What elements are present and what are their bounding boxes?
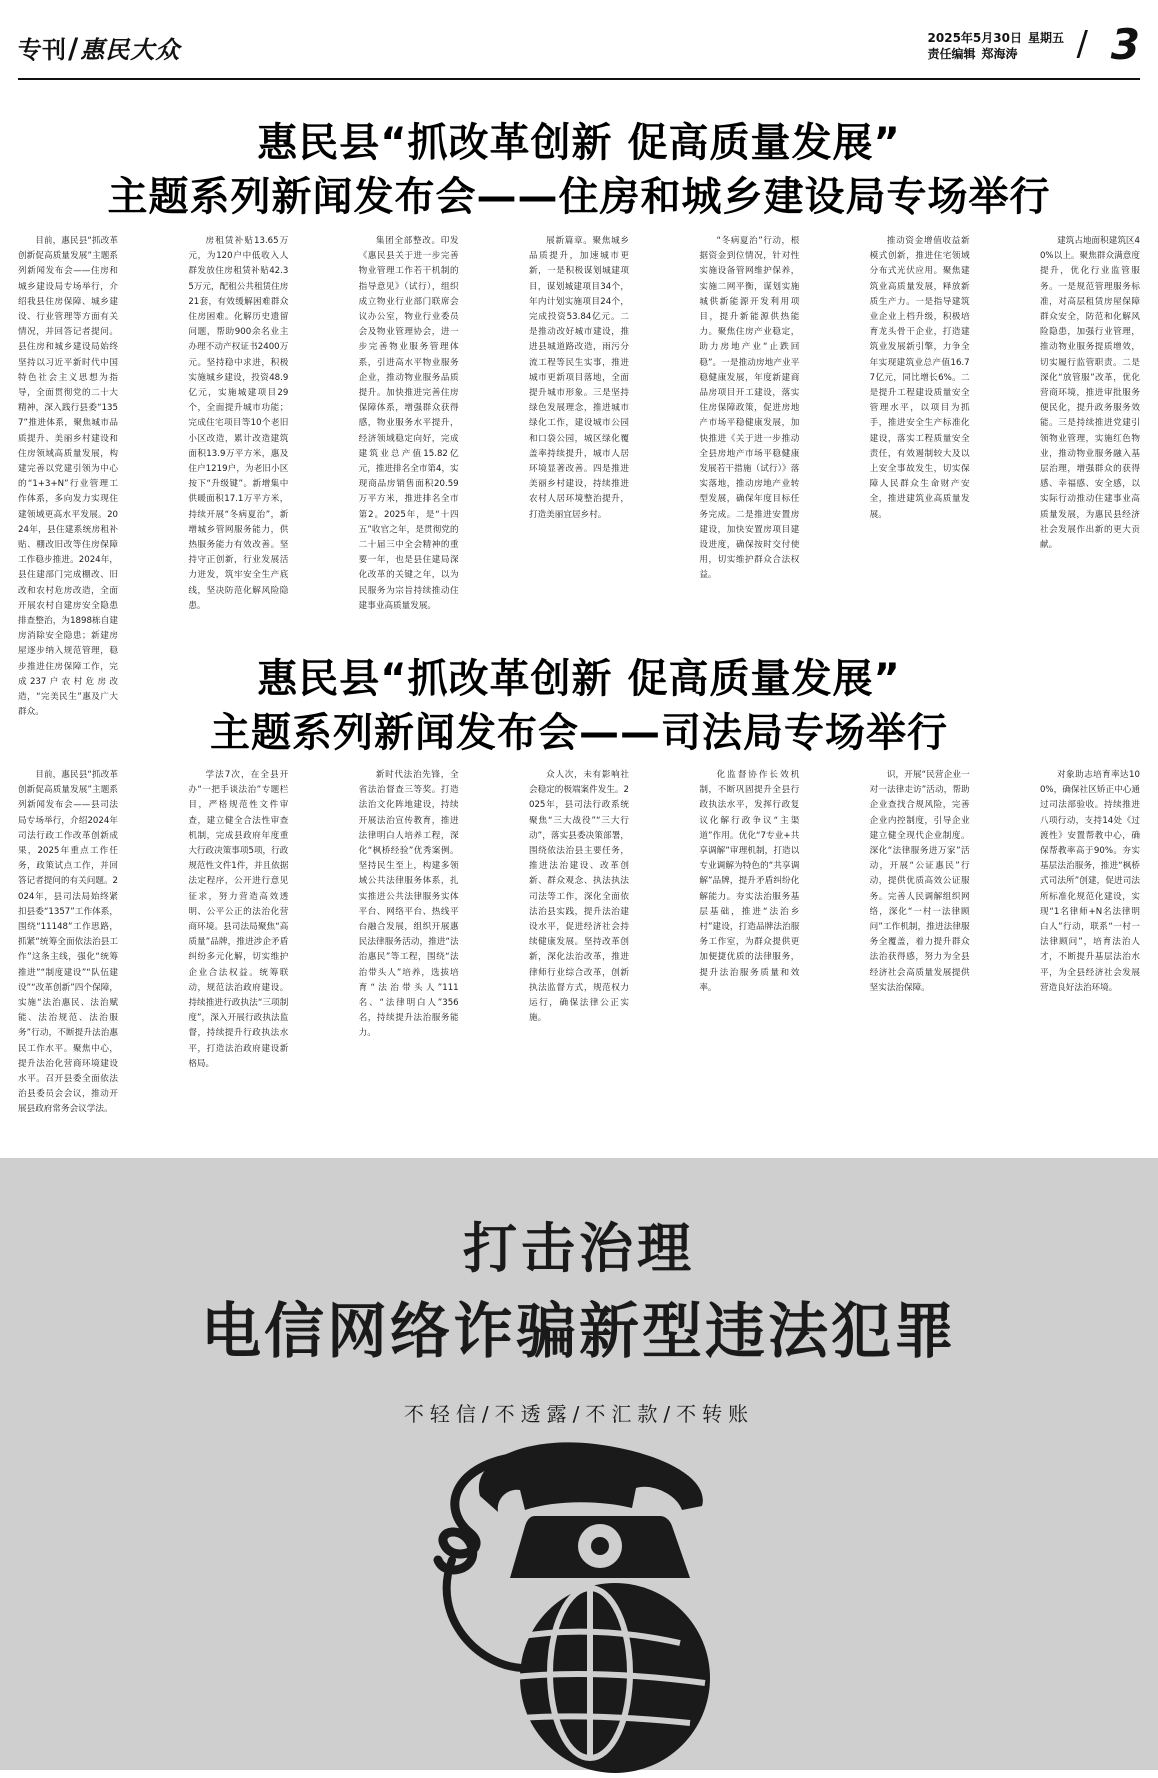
section-label: 专刊 bbox=[18, 35, 66, 64]
article1-column-3: 集团全部整改。印发《惠民县关于进一步完善物业管理工作若干机制的指导意见》（试行），组织成立物业行业部门联席会议办公室，物业行业委员会及物业管理协会，进一步完善物业服务管理体系，引进高水平物业服务企业，推动物业服务品质提升。加快推进完善住房保障体系，增强群众获得感，物业服务水平提升，经济领域稳定向好，完成建筑业总产值15.82亿元，推进排名全市第4，实现商品房销售面积20.59万平方米，推进排名全市第2。2025年，是“十四五”收官之年，是贯彻党的二十届三中全会精神的重要一年，也是县住建局深化改革的关键之年，以为民服务为宗旨持续推动住建事业高质量发展。 bbox=[358, 236, 459, 611]
poster-title-line1: 打击治理 bbox=[463, 1217, 695, 1280]
page-slash: / bbox=[1076, 24, 1088, 64]
article2-title-line2: 主题系列新闻发布会——司法局专场举行 bbox=[210, 710, 948, 756]
editor-name: 郑海涛 bbox=[981, 47, 1018, 61]
article1-body bbox=[18, 234, 1140, 718]
article1-column-1: 目前，惠民县“抓改革创新促高质量发展”主题系列新闻发布会——住房和城乡建设局专场举行，介绍我县住房保障、城乡建设、行业管理等方面有关情况，并回答记者提问。县住房和城乡建设局始终坚持以习近平新时代中国特色社会主义思想为指导，全面贯彻党的二十大精神，深入践行县委“1357”推进体系，聚焦城市品质提升、美丽乡村建设和住房领域高质量发展，构建完善以党建引领为中心的“1+3+N”行业管理工作体系，多向发力实现住建领域更高水平发展。2024年，县住建系统房租补贴、棚改旧改等住房保障工作稳步推进。2024年，县住建部门完成棚改、旧改和农村危房改造，全面开展农村自建房安全隐患排查整治，为1898栋自建房消除安全隐患；新建房屋逐步纳入规范管理，稳步推进住房保障工作，完成237户农村危房改造，“完美民生”惠及广大群众。 bbox=[18, 236, 118, 718]
article1-title-line1: 惠民县“抓改革创新 促高质量发展” bbox=[257, 120, 901, 166]
poster-slogan: 不轻信/不透露/不汇款/不转账 bbox=[403, 1402, 755, 1426]
article2-column-4: 众人次，未有影响社会稳定的极端案件发生。2025年，县司法行政系统聚焦“三大战役”“三大行动”，落实县委决策部署，围绕依法治县主要任务，推进法治建设、改革创新、群众观念、执法执法司法等工作，深化全面依法治县实践，提升法治建设水平，促进经济社会持续健康发展。坚持改革创新，深化法治改革，推进律师行业综合改革，创新执法监督方式，规范权力运行，确保法律公正实施。 bbox=[528, 770, 629, 1024]
poster-title-line2: 电信网络诈骗新型违法犯罪 bbox=[201, 1297, 957, 1367]
issue-info bbox=[928, 30, 1070, 62]
issue-weekday: 星期五 bbox=[1027, 31, 1064, 45]
article1-title-line2: 主题系列新闻发布会——住房和城乡建设局专场举行 bbox=[107, 174, 1051, 220]
issue-date: 2025年5月30日 bbox=[927, 31, 1022, 45]
article2-column-3: 新时代法治先锋，全省法治督查三等奖。打造法治文化阵地建设，持续开展法治宣传教育，推进法律明白人培养工程，深化“枫桥经验”优秀案例。坚持民生至上，构建多领域公共法律服务体系，扎实推进公共法律服务实体平台、网络平台、热线平台融合发展，组织开展惠民法律服务活动，推进“法治惠民”等工程，围绕“法治带头人”培养，选拔培育“法治带头人”111名、“法律明白人”356名，持续提升法治服务能力。 bbox=[358, 770, 459, 1039]
article1-column-7: 建筑占地面积建筑区40%以上。聚焦群众满意度提升，优化行业监管服务。一是规范管理服务标准，对高层租赁房屋保障群众安全，防范和化解风险隐患，加强行业管理，推动物业服务提质增效，切实履行监管职责。二是深化“放管服”改革，优化营商环境，推进审批服务便民化，提升政务服务效能。三是持续推进党建引领物业管理，实施红色物业，推动物业服务融入基层治理，增强群众的获得感、幸福感、安全感，以实际行动推动住建事业高质量发展，为惠民县经济社会发展作出新的更大贡献。 bbox=[1039, 236, 1140, 551]
phone-handset bbox=[479, 1442, 703, 1512]
anti-fraud-poster bbox=[0, 1158, 1158, 1770]
slash-divider: / bbox=[68, 32, 79, 65]
article1-column-4: 展新篇章。聚焦城乡品质提升，加速城市更新，一是积极谋划城建项目，谋划城建项目34个，年内计划实施项目24个，完成投资53.84亿元。二是推动改好城市建设，推进县城道路改造，雨污分流工程等民生实事，推进城市更新项目落地，全面提升城市形象。三是坚持绿色发展理念，推进城市绿化工作，建设城市公园和口袋公园，城区绿化覆盖率持续提升，城市人居环境显著改善。四是推进美丽乡村建设，持续推进农村人居环境整治提升，打造美丽宜居乡村。 bbox=[528, 236, 629, 520]
masthead bbox=[18, 22, 1140, 74]
article2-column-2: 学法7次，在全县开办“一把手谈法治”专题栏目，严格规范性文件审查，建立健全合法性审查机制，完成县政府年度重大行政决策事项5项，行政规范性文件1件，并且依据法定程序，公开进行意见征求，努力营造高效透明、公平公正的法治化营商环境。县司法局聚焦“高质量”品牌，推进涉企矛盾纠纷多元化解，切实维护企业合法权益。统筹联动，规范法治政府建设。持续推进行政执法“三项制度”，深入开展行政执法监督，持续提升行政执法水平，打造法治政府建设新格局。 bbox=[188, 770, 289, 1069]
article2-column-6: 识，开展“民营企业一对一法律走访”活动，帮助企业查找合规风险，完善企业内控制度，引导企业建立健全现代企业制度。深化“法律服务进万家”活动，开展“公证惠民”行动，提供优质高效公证服务。完善人民调解组织网络，深化“一村一法律顾问”工作机制，推进法律服务全覆盖，着力提升群众法治获得感，努力为全县经济社会高质量发展提供坚实法治保障。 bbox=[869, 770, 970, 993]
article1-column-2: 房租赁补贴13.65万元，为120户中低收入人群发放住房租赁补贴42.35万元，配租公共租赁住房21套，有效缓解困难群众住房困难。化解历史遗留问题，帮助900余名业主办理不动产权证书2400万元。坚持稳中求进，积极实施城乡建设，投资48.9亿元，实施城建项目29个，全面提升城市功能；完成住宅项目等10个老旧小区改造，累计改造建筑面积13.9万平方米，惠及住户1219户，为老旧小区按下“升级键”。新增集中供暖面积17.1万平方米，持续开展“冬病夏治”，新增城乡管网服务能力，供热服务能力有效改善。坚持守正创新，行业发展活力迸发，筑牢安全生产底线，坚决防范化解风险隐患。 bbox=[188, 236, 289, 611]
article2-body bbox=[18, 768, 1140, 1134]
article2-column-7: 对象助志培育率达100%，确保社区矫正中心通过司法部验收。持续推进八项行动，支持14处《过渡性》安置帮教中心，确保帮教率高于90%。夯实基层法治服务，推进“枫桥式司法所”创建，促进司法所标准化规范化建设，实现“1名律师+N名法律明白人”行动，联系“一村一法律顾问”，培育法治人才，不断提升基层法治水平，为全县经济社会发展营造良好法治环境。 bbox=[1039, 770, 1140, 993]
section-brand bbox=[18, 30, 180, 65]
phone-globe-icon bbox=[360, 1438, 800, 1778]
article1-column-6: 推动资金增值收益新模式创新，推进住宅领域分布式光伏应用。聚焦建筑业高质量发展，释放新质生产力。一是指导建筑业企业上档升级，积极培育龙头骨干企业，打造建筑业发展新引擎，力争全年实现建筑业总产值16.77亿元，同比增长6%。二是提升工程建设质量安全管理水平，以项目为抓手，推进安全生产标准化建设，落实工程质量安全责任，有效遏制较大及以上安全事故发生，切实保障人民群众生命财产安全，推进建筑业高质量发展。 bbox=[869, 236, 970, 520]
masthead-rule bbox=[18, 78, 1140, 80]
editor-label: 责任编辑 bbox=[927, 47, 976, 61]
article2-headline bbox=[18, 652, 1140, 760]
article2-column-5: 化监督协作长效机制，不断巩固提升全县行政执法水平，发挥行政复议化解行政争议“主渠道”作用。优化“7专业+共享调解”审理机制，打造以专业调解为特色的“共享调解”品牌，提升矛盾纠纷化解能力。夯实法治服务基层基础，推进“法治乡村”建设，打造品牌法治服务工作室，为群众提供更加便捷优质的法律服务，提升法治服务质量和效率。 bbox=[699, 770, 800, 993]
article1-headline bbox=[18, 116, 1140, 224]
article2-title-line1: 惠民县“抓改革创新 促高质量发展” bbox=[257, 656, 901, 702]
brand-name: 惠民大众 bbox=[80, 35, 181, 64]
article2-column-1: 目前，惠民县“抓改革创新促高质量发展”主题系列新闻发布会——县司法局专场举行，介绍2024年司法行政工作改革创新成果，2025年重点工作任务，政策试点工作，并回答记者提问的有关问题。2024年，县司法局始终紧扣县委“1357”工作体系，围绕“11148”工作思路，抓紧“统筹全面依法治县工作”这条主线，强化“统筹推进”“制度建设”“队伍建设”“改革创新”四个保障，实施“法治惠民、法治赋能、法治规范、法治服务”行动，不断提升法治惠民工作水平。聚焦中心，提升法治化营商环境建设水平。召开县委全面依法治县委员会会议，推动开展县政府常务会议学法。 bbox=[18, 770, 118, 1115]
page-number: 3 bbox=[1110, 20, 1140, 69]
article1-column-5: “冬病夏治”行动，根据资金到位情况，针对性实施设备管网维护保养，实施二网平衡，谋划实施城供新能源开发利用项目，提升新能源供热能力。聚焦住房产业稳定，助力房地产业“止跌回稳”。一是推动房地产业平稳健康发展，年度新建商品房项目开工建设，落实住房保障政策，促进房地产市场平稳健康发展，加快推进《关于进一步推动全县房地产市场平稳健康发展若干措施（试行）》落实落地，推动房地产业转型发展，确保年度目标任务完成。二是推进安置房建设，加快安置房项目建设进度，确保按时交付使用，切实维护群众合法权益。 bbox=[699, 236, 800, 581]
